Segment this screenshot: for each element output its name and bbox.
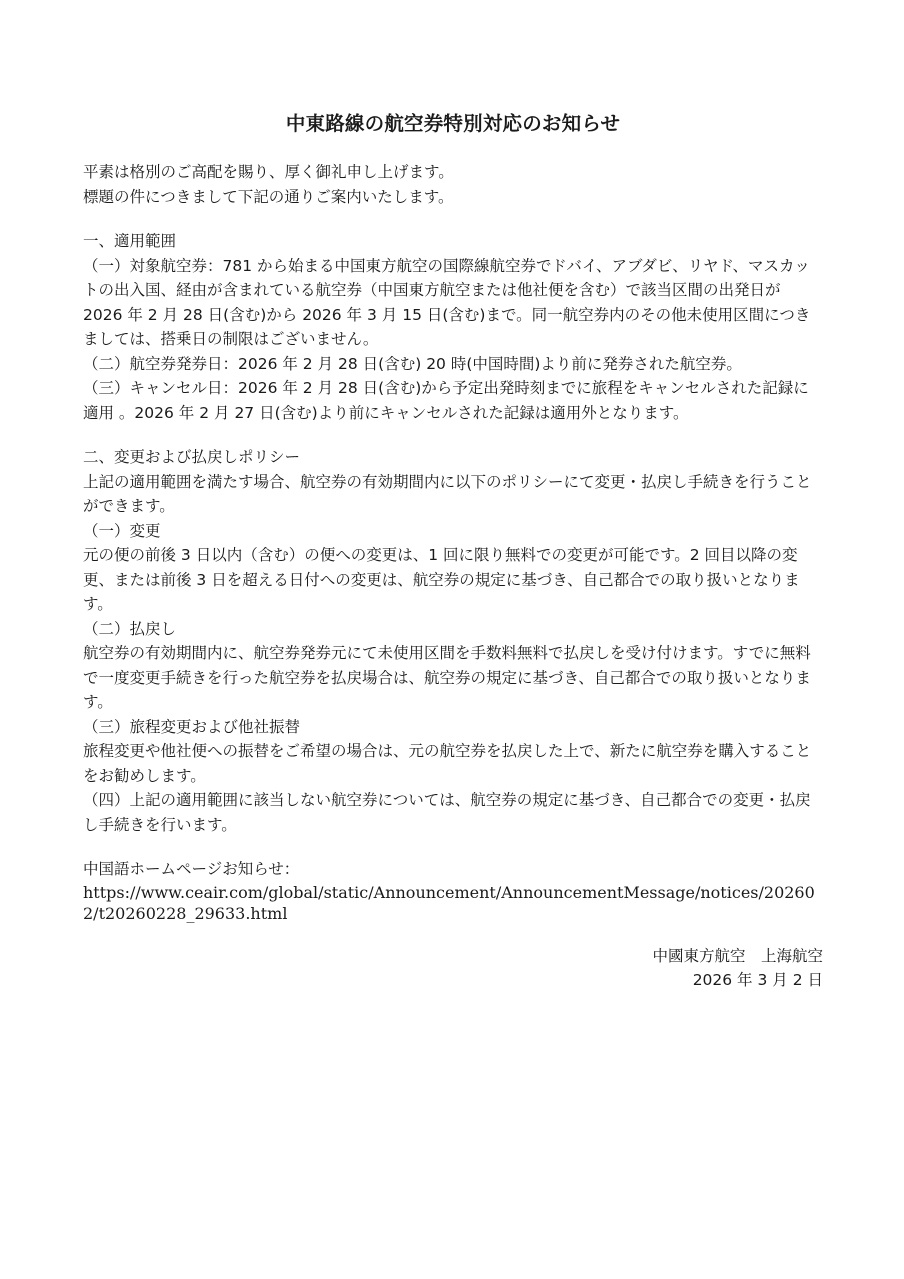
page-title: 中東路線の航空券特別対応のお知らせ <box>285 112 621 135</box>
policy-reroute-text: 旅程変更や他社便への振替をご希望の場合は、元の航空券を払戻した上で、新たに航空券を購入することをお勧めします。 <box>83 742 812 785</box>
scope-item-issue-date: （二）航空券発券日：2026 年 2 月 28 日(含む) 20 時(中国時間)より前に発券された航空券。 <box>83 354 742 373</box>
scope-item-target-ticket: （一）対象航空券：781 から始まる中国東方航空の国際線航空券でドバイ、アブダビ、リヤド、マスカットの出入国、経由が含まれている航空券（中国東方航空または他社便を含む）で該当区間の出発日が 2026 年 2 月 28 日(含む)から 2026 年 3 月 15 日(含む)まで。同一航空券内のその他未使用区間につきましては、搭乗日の制限はございません。 <box>83 256 811 348</box>
notice-document <box>83 110 823 993</box>
policy-change-text: 元の便の前後 3 日以内（含む）の便への変更は、1 回に限り無料での変更が可能です。2 回目以降の変更、または前後 3 日を超える日付への変更は、航空券の規定に基づき、自己都合での取り扱いとなります。 <box>83 546 800 613</box>
section-scope <box>83 229 823 425</box>
policy-other-text: （四）上記の適用範囲に該当しない航空券については、航空券の規定に基づき、自己都合での変更・払戻し手続きを行います。 <box>83 791 811 834</box>
signature-block <box>83 944 823 993</box>
homepage-label: 中国語ホームページお知らせ： <box>83 860 300 878</box>
homepage-url-link[interactable]: https://www.ceair.com/global/static/Announcement/AnnouncementMessage/notices/202602/t20260228_29633.html <box>83 882 815 923</box>
policy-intro: 上記の適用範囲を満たす場合、航空券の有効期間内に以下のポリシーにて変更・払戻し手続きを行うことができます。 <box>83 472 812 515</box>
section-policy-heading: 二、変更および払戻しポリシー <box>83 448 301 466</box>
signature-date: 2026 年 3 月 2 日 <box>692 971 823 989</box>
policy-refund-text: 航空券の有効期間内に、航空券発券元にて未使用区間を手数料無料で払戻しを受け付けます。すでに無料で一度変更手続きを行った航空券を払戻場合は、航空券の規定に基づき、自己都合での取り扱いとなります。 <box>83 644 811 711</box>
scope-item-cancel-date: （三）キャンセル日：2026 年 2 月 28 日(含む)から予定出発時刻までに旅程をキャンセルされた記録に適用 。2026 年 2 月 27 日(含む)より前にキャンセルされた記録は適用外となります。 <box>83 379 809 422</box>
section-policy <box>83 445 823 837</box>
homepage-notice <box>83 857 823 924</box>
signature-org: 中國東方航空 上海航空 <box>652 946 823 965</box>
policy-reroute-heading: （三）旅程変更および他社振替 <box>83 717 301 736</box>
policy-change-heading: （一）変更 <box>83 521 161 540</box>
policy-refund-heading: （二）払戻し <box>83 619 177 638</box>
greeting-line-1: 平素は格別のご高配を賜り、厚く御礼申し上げます。 <box>83 163 454 181</box>
greeting-line-2: 標題の件につきまして下記の通りご案内いたします。 <box>83 187 454 206</box>
section-scope-heading: 一、適用範囲 <box>83 232 177 250</box>
